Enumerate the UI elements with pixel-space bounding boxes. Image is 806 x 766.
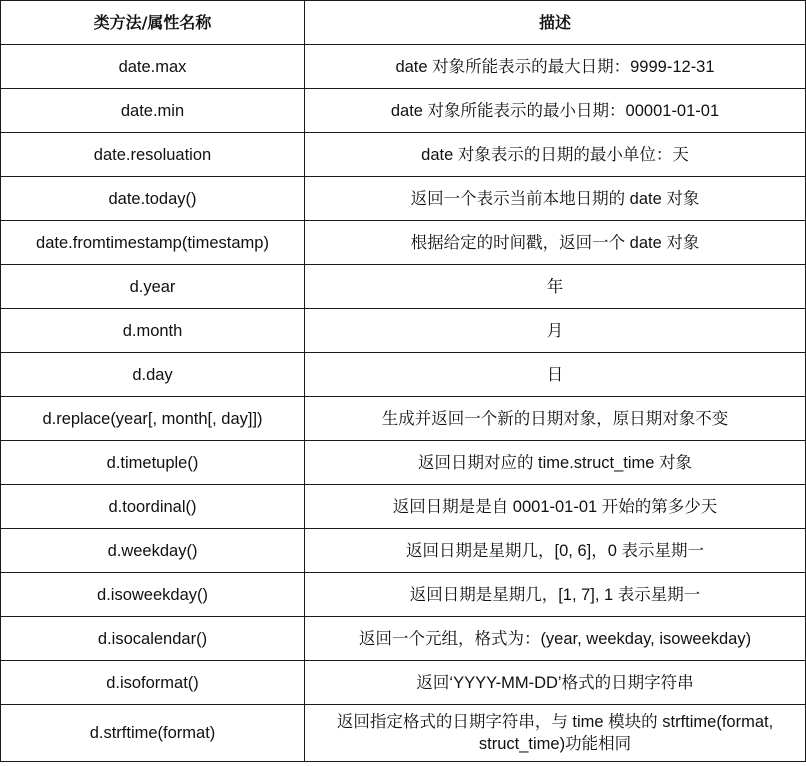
cell-desc: date 对象所能表示的最大日期：9999-12-31 [305, 45, 806, 89]
table-row [1, 705, 806, 762]
table-row [1, 221, 806, 265]
table-row [1, 177, 806, 221]
cell-desc: 返回指定格式的日期字符串，与 time 模块的 strftime(format, struct_time)功能相同 [305, 705, 806, 762]
cell-name: d.isoweekday() [1, 573, 305, 617]
cell-desc: 根据给定的时间戳，返回一个 date 对象 [305, 221, 806, 265]
cell-name: d.weekday() [1, 529, 305, 573]
table-row [1, 45, 806, 89]
table-row [1, 529, 806, 573]
cell-desc: 返回一个表示当前本地日期的 date 对象 [305, 177, 806, 221]
cell-desc: 日 [305, 353, 806, 397]
header-desc: 描述 [305, 1, 806, 45]
table-row [1, 89, 806, 133]
cell-desc: 月 [305, 309, 806, 353]
table-row [1, 573, 806, 617]
table-row [1, 353, 806, 397]
header-name: 类方法/属性名称 [1, 1, 305, 45]
table-row [1, 441, 806, 485]
table-row [1, 309, 806, 353]
cell-name: date.resoluation [1, 133, 305, 177]
cell-name: d.day [1, 353, 305, 397]
cell-desc: 返回日期是星期几，[1, 7], 1 表示星期一 [305, 573, 806, 617]
table-row [1, 397, 806, 441]
cell-name: d.toordinal() [1, 485, 305, 529]
cell-name: date.max [1, 45, 305, 89]
table-row [1, 617, 806, 661]
table-row [1, 265, 806, 309]
cell-name: d.isocalendar() [1, 617, 305, 661]
cell-desc: date 对象所能表示的最小日期：00001-01-01 [305, 89, 806, 133]
cell-name: d.timetuple() [1, 441, 305, 485]
cell-desc: 返回一个元组，格式为：(year, weekday, isoweekday) [305, 617, 806, 661]
cell-name: d.month [1, 309, 305, 353]
cell-desc: 年 [305, 265, 806, 309]
table-row [1, 485, 806, 529]
cell-desc: 返回日期是星期几，[0, 6]，0 表示星期一 [305, 529, 806, 573]
cell-desc: 生成并返回一个新的日期对象，原日期对象不变 [305, 397, 806, 441]
cell-name: date.fromtimestamp(timestamp) [1, 221, 305, 265]
cell-name: d.isoformat() [1, 661, 305, 705]
cell-desc: date 对象表示的日期的最小单位：天 [305, 133, 806, 177]
cell-desc: 返回日期是是自 0001-01-01 开始的第多少天 [305, 485, 806, 529]
cell-desc: 返回日期对应的 time.struct_time 对象 [305, 441, 806, 485]
table-row [1, 133, 806, 177]
cell-name: date.min [1, 89, 305, 133]
cell-name: d.strftime(format) [1, 705, 305, 762]
header-row [1, 1, 806, 45]
cell-name: d.year [1, 265, 305, 309]
cell-name: date.today() [1, 177, 305, 221]
cell-desc: 返回‘YYYY-MM-DD’格式的日期字符串 [305, 661, 806, 705]
table-row [1, 661, 806, 705]
cell-name: d.replace(year[, month[, day]]) [1, 397, 305, 441]
